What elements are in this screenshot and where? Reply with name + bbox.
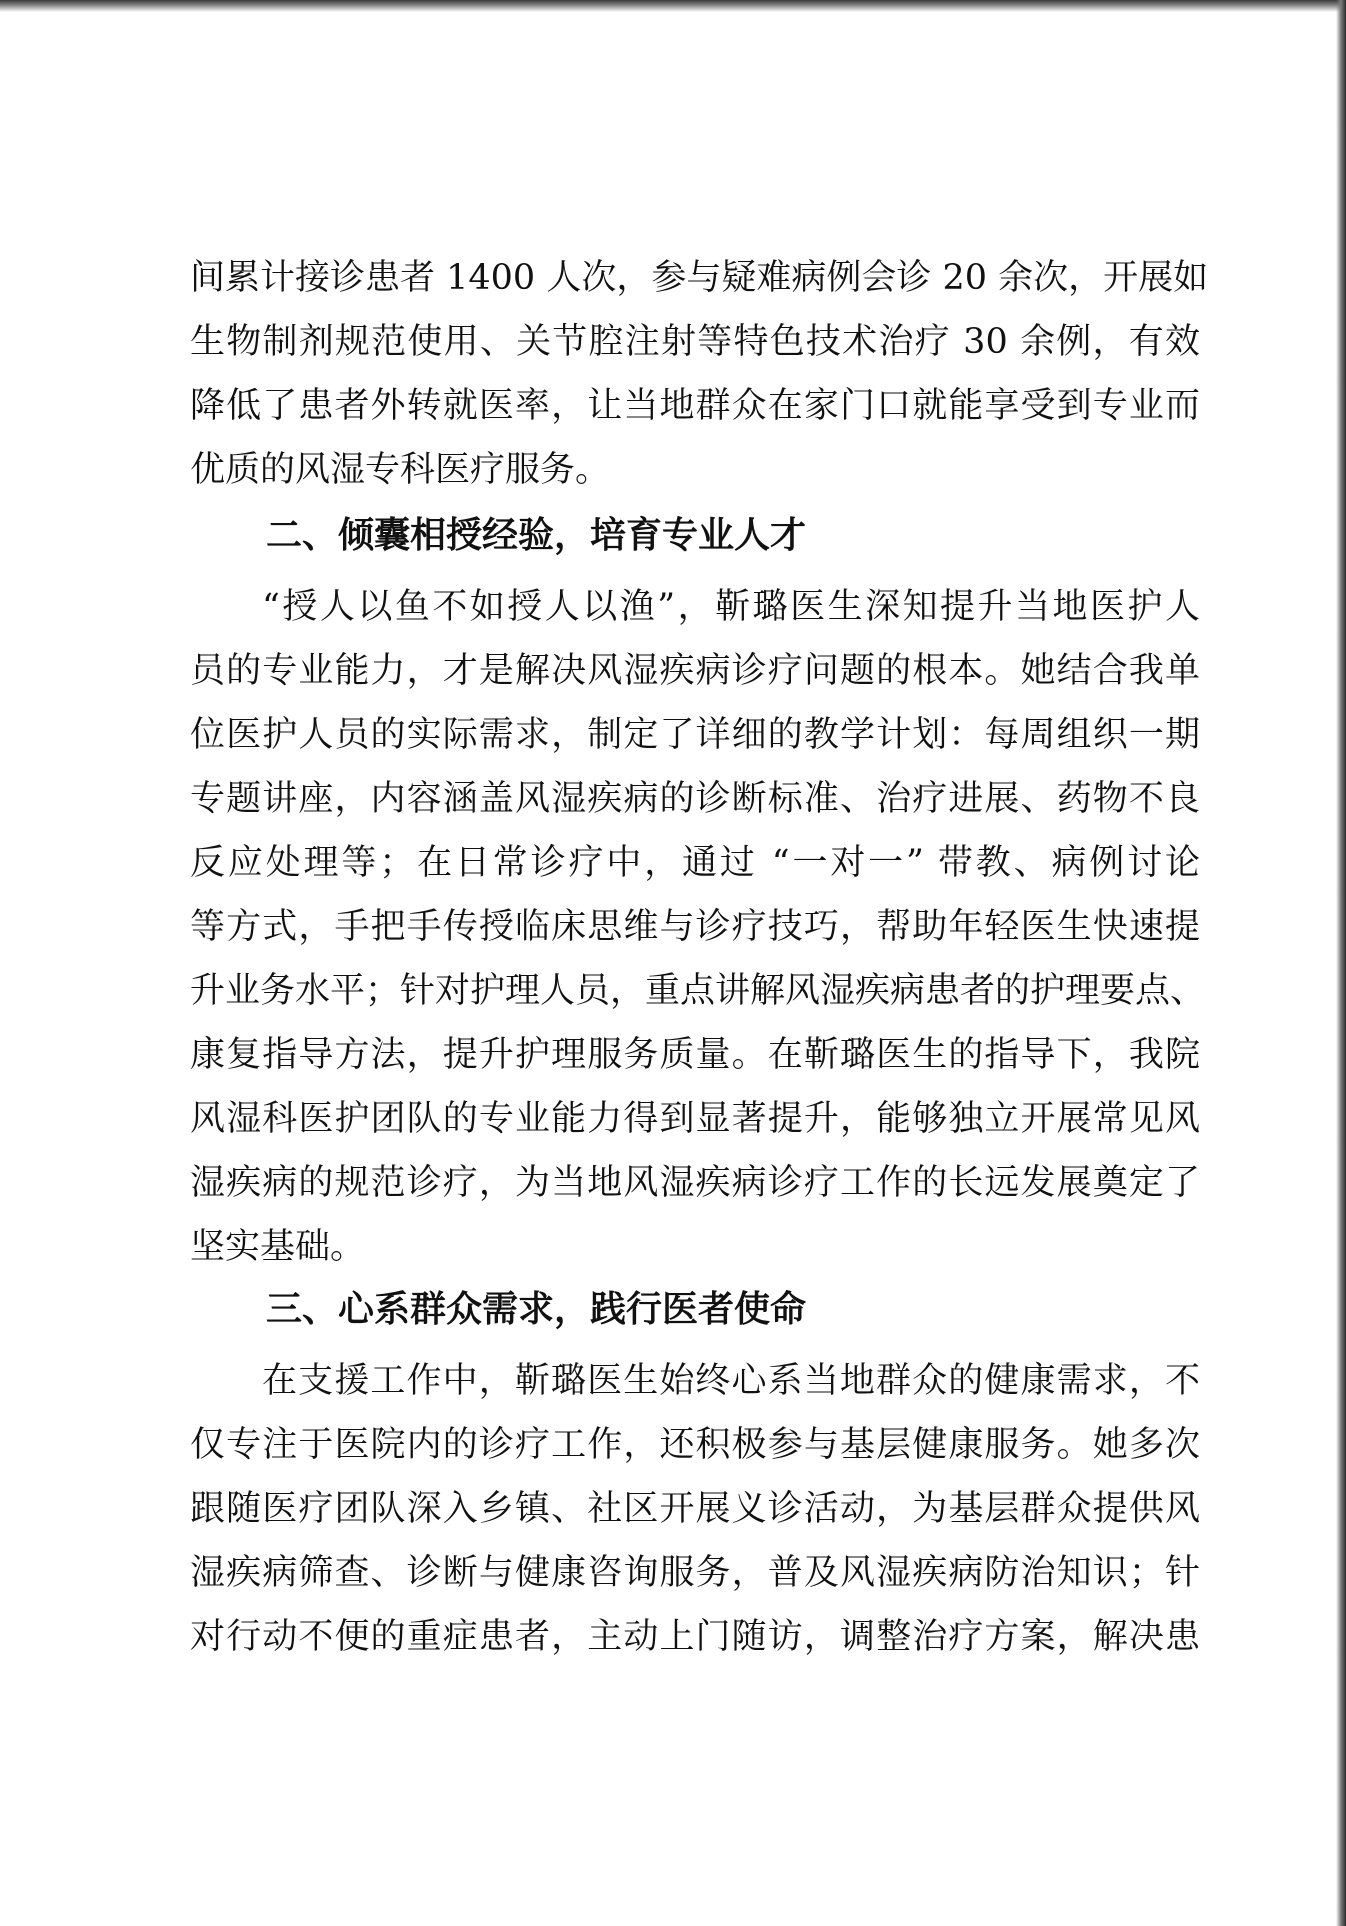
section-heading-2: 二、倾囊相授经验，培育专业人才 <box>266 515 807 556</box>
paragraph-line: 仅专注于医院内的诊疗工作，还积极参与基层健康服务。她多次 <box>190 1425 1200 1465</box>
paragraph-line: 坚实基础。 <box>190 1227 366 1267</box>
paragraph-line: 位医护人员的实际需求，制定了详细的教学计划：每周组织一期 <box>190 715 1200 755</box>
paragraph-line: 员的专业能力，才是解决风湿疾病诊疗问题的根本。她结合我单 <box>190 651 1200 691</box>
paragraph-line: 反应处理等；在日常诊疗中，通过 “一对一” 带教、病例讨论 <box>190 843 1200 883</box>
paragraph-line: 优质的风湿专科医疗服务。 <box>190 450 611 490</box>
paragraph-line: 专题讲座，内容涵盖风湿疾病的诊断标准、治疗进展、药物不良 <box>190 779 1200 819</box>
paragraph-line: 对行动不便的重症患者，主动上门随访，调整治疗方案，解决患 <box>190 1617 1200 1657</box>
paragraph-line: 风湿科医护团队的专业能力得到显著提升，能够独立开展常见风 <box>190 1099 1200 1139</box>
paragraph-line: 升业务水平；针对护理人员，重点讲解风湿疾病患者的护理要点、 <box>190 971 1206 1011</box>
paragraph-line: 等方式，手把手传授临床思维与诊疗技巧，帮助年轻医生快速提 <box>190 907 1200 947</box>
paragraph-line: 湿疾病筛查、诊断与健康咨询服务，普及风湿疾病防治知识；针 <box>190 1553 1200 1593</box>
paragraph-line: 湿疾病的规范诊疗，为当地风湿疾病诊疗工作的长远发展奠定了 <box>190 1163 1200 1203</box>
paragraph-line: 降低了患者外转就医率，让当地群众在家门口就能享受到专业而 <box>190 386 1200 426</box>
scan-right-edge-shadow <box>1336 0 1346 1926</box>
paragraph-line: 跟随医疗团队深入乡镇、社区开展义诊活动，为基层群众提供风 <box>190 1489 1200 1529</box>
paragraph-line: 生物制剂规范使用、关节腔注射等特色技术治疗 30 余例，有效 <box>190 322 1200 362</box>
paragraph-line: 间累计接诊患者 1400 人次，参与疑难病例会诊 20 余次，开展如 <box>190 258 1209 298</box>
paragraph-line: “授人以鱼不如授人以渔”，靳璐医生深知提升当地医护人 <box>262 587 1200 627</box>
paragraph-line: 康复指导方法，提升护理服务质量。在靳璐医生的指导下，我院 <box>190 1035 1200 1075</box>
scan-top-edge-shadow <box>0 0 1346 12</box>
paragraph-line: 在支援工作中，靳璐医生始终心系当地群众的健康需求，不 <box>262 1361 1200 1401</box>
section-heading-3: 三、心系群众需求，践行医者使命 <box>266 1289 807 1330</box>
